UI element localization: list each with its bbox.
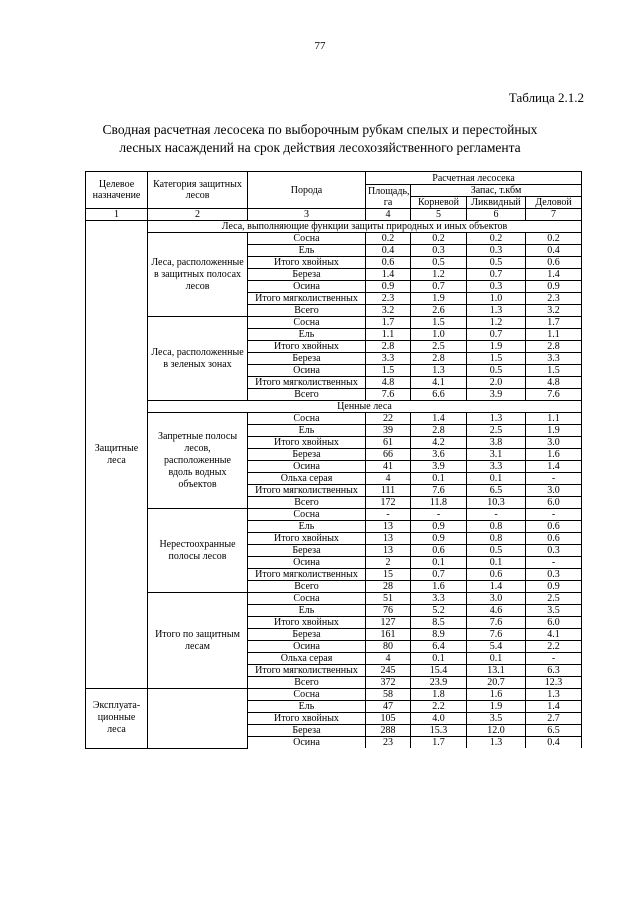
business-stock-cell: 2.2 [526,641,582,653]
liquid-stock-cell: 1.4 [467,581,526,593]
root-stock-cell: 1.0 [411,329,467,341]
area-cell: 1.7 [366,317,411,329]
area-cell: 22 [366,413,411,425]
root-stock-cell: 0.6 [411,545,467,557]
business-stock-cell: 1.4 [526,461,582,473]
species-cell: Ель [248,605,366,617]
liquid-stock-cell: 3.1 [467,449,526,461]
liquid-stock-cell: - [467,509,526,521]
section-functions-header: Леса, выполняющие функции защиты природных и иных объектов [148,221,582,233]
root-stock-cell: 0.3 [411,245,467,257]
liquid-stock-cell: 1.6 [467,689,526,701]
area-cell: 1.5 [366,365,411,377]
area-cell: 0.4 [366,245,411,257]
liquid-stock-cell: 1.3 [467,305,526,317]
liquid-stock-cell: 1.9 [467,341,526,353]
root-stock-cell: 0.7 [411,569,467,581]
species-cell: Всего [248,677,366,689]
species-cell: Итого хвойных [248,713,366,725]
root-stock-cell: 1.2 [411,269,467,281]
root-stock-cell: 15.4 [411,665,467,677]
business-stock-cell: 0.4 [526,737,582,749]
area-cell: 1.1 [366,329,411,341]
species-cell: Итого мягколиственных [248,485,366,497]
liquid-stock-cell: 2.5 [467,425,526,437]
area-cell: 4 [366,653,411,665]
column-number: 7 [526,209,582,221]
species-cell: Осина [248,641,366,653]
business-stock-cell: 2.3 [526,293,582,305]
business-stock-cell: - [526,473,582,485]
liquid-stock-cell: 1.9 [467,701,526,713]
species-cell: Сосна [248,413,366,425]
species-cell: Сосна [248,593,366,605]
liquid-stock-cell: 7.6 [467,617,526,629]
section-row [86,221,582,233]
business-stock-cell: - [526,653,582,665]
liquid-stock-cell: 6.5 [467,485,526,497]
column-number: 5 [411,209,467,221]
table-row [86,317,582,329]
business-stock-cell: 0.4 [526,245,582,257]
root-stock-cell: 3.6 [411,449,467,461]
business-stock-cell: 6.5 [526,725,582,737]
liquid-stock-cell: 3.9 [467,389,526,401]
business-stock-cell: 0.6 [526,521,582,533]
root-stock-cell: 15.3 [411,725,467,737]
species-cell: Ольха серая [248,653,366,665]
category-cell: Нерестоохранные полосы лесов [148,509,248,593]
species-cell: Итого мягколиственных [248,569,366,581]
liquid-stock-cell: 1.0 [467,293,526,305]
root-stock-cell: 3.3 [411,593,467,605]
species-cell: Ель [248,701,366,713]
table-row [86,689,582,701]
root-stock-cell: 5.2 [411,605,467,617]
liquid-stock-cell: 0.6 [467,569,526,581]
species-cell: Всего [248,581,366,593]
liquid-stock-cell: 1.2 [467,317,526,329]
business-stock-cell: 0.9 [526,281,582,293]
root-stock-cell: 1.5 [411,317,467,329]
liquid-stock-cell: 0.3 [467,281,526,293]
root-stock-cell: 2.8 [411,425,467,437]
species-cell: Итого хвойных [248,533,366,545]
column-number: 2 [148,209,248,221]
liquid-stock-cell: 0.1 [467,653,526,665]
liquid-stock-cell: 12.0 [467,725,526,737]
column-number: 4 [366,209,411,221]
business-stock-cell: 1.6 [526,449,582,461]
root-stock-cell: 2.5 [411,341,467,353]
area-cell: 2 [366,557,411,569]
liquid-stock-cell: 1.3 [467,413,526,425]
species-cell: Всего [248,389,366,401]
section-row [86,401,582,413]
category-cell: Итого по защитным лесам [148,593,248,689]
root-stock-cell: 7.6 [411,485,467,497]
business-stock-cell: 2.8 [526,341,582,353]
table-title [60,121,580,157]
species-cell: Итого хвойных [248,257,366,269]
business-stock-cell: 3.5 [526,605,582,617]
area-cell: 80 [366,641,411,653]
root-stock-cell: 0.5 [411,257,467,269]
category-cell [148,689,248,749]
area-cell: 2.8 [366,341,411,353]
liquid-stock-cell: 13.1 [467,665,526,677]
category-cell: Леса, расположенные в зеленых зонах [148,317,248,401]
species-cell: Осина [248,557,366,569]
root-stock-cell: 0.9 [411,521,467,533]
area-cell: 76 [366,605,411,617]
liquid-stock-cell: 0.5 [467,545,526,557]
species-cell: Ель [248,329,366,341]
area-cell: 47 [366,701,411,713]
business-stock-cell: 3.0 [526,485,582,497]
business-stock-cell: 3.0 [526,437,582,449]
area-cell: 161 [366,629,411,641]
table-row [86,413,582,425]
business-stock-cell: 3.2 [526,305,582,317]
liquid-stock-cell: 0.7 [467,269,526,281]
area-cell: 245 [366,665,411,677]
species-cell: Итого хвойных [248,617,366,629]
business-stock-cell: 0.6 [526,257,582,269]
liquid-stock-cell: 0.2 [467,233,526,245]
root-stock-cell: 2.8 [411,353,467,365]
area-cell: 2.3 [366,293,411,305]
area-cell: 15 [366,569,411,581]
area-cell: 51 [366,593,411,605]
area-cell: 3.2 [366,305,411,317]
liquid-stock-cell: 0.7 [467,329,526,341]
liquid-stock-cell: 2.0 [467,377,526,389]
area-cell: 13 [366,533,411,545]
header-root: Корневой [411,197,467,209]
business-stock-cell: 4.1 [526,629,582,641]
liquid-stock-cell: 20.7 [467,677,526,689]
liquid-stock-cell: 5.4 [467,641,526,653]
root-stock-cell: 2.6 [411,305,467,317]
business-stock-cell: 1.3 [526,689,582,701]
liquid-stock-cell: 3.8 [467,437,526,449]
header-area: Площадь, га [366,185,411,209]
area-cell: 3.3 [366,353,411,365]
species-cell: Итого мягколиственных [248,665,366,677]
area-cell: 61 [366,437,411,449]
business-stock-cell: 3.3 [526,353,582,365]
species-cell: Итого мягколиственных [248,293,366,305]
business-stock-cell: 0.3 [526,569,582,581]
area-cell: 1.4 [366,269,411,281]
area-cell: 23 [366,737,411,749]
root-stock-cell: - [411,509,467,521]
area-cell: 58 [366,689,411,701]
forest-cut-table [85,171,582,749]
business-stock-cell: 1.1 [526,413,582,425]
business-stock-cell: 0.3 [526,545,582,557]
business-stock-cell: 1.1 [526,329,582,341]
purpose-exploitation: Эксплуата-ционные леса [86,689,148,749]
column-number: 6 [467,209,526,221]
header-stock: Запас, т.кбм [411,185,582,197]
species-cell: Береза [248,545,366,557]
species-cell: Береза [248,629,366,641]
category-cell: Запретные полосы лесов, расположенные вдоль водных объектов [148,413,248,509]
area-cell: 13 [366,521,411,533]
root-stock-cell: 3.9 [411,461,467,473]
species-cell: Осина [248,281,366,293]
species-cell: Ель [248,425,366,437]
root-stock-cell: 0.1 [411,473,467,485]
liquid-stock-cell: 0.1 [467,473,526,485]
title-line-1: Сводная расчетная лесосека по выборочным рубкам спелых и перестойных [102,122,538,137]
species-cell: Всего [248,497,366,509]
column-number: 1 [86,209,148,221]
business-stock-cell: 0.9 [526,581,582,593]
root-stock-cell: 1.8 [411,689,467,701]
liquid-stock-cell: 0.1 [467,557,526,569]
business-stock-cell: 4.8 [526,377,582,389]
species-cell: Осина [248,737,366,749]
business-stock-cell: 2.7 [526,713,582,725]
business-stock-cell: 1.7 [526,317,582,329]
header-estimated: Расчетная лесосека [366,172,582,185]
section-valuable-header: Ценные леса [148,401,582,413]
area-cell: 28 [366,581,411,593]
table-row [86,593,582,605]
area-cell: 288 [366,725,411,737]
species-cell: Итого хвойных [248,341,366,353]
species-cell: Береза [248,725,366,737]
species-cell: Береза [248,449,366,461]
area-cell: 41 [366,461,411,473]
liquid-stock-cell: 0.5 [467,257,526,269]
table-row [86,233,582,245]
business-stock-cell: 1.5 [526,365,582,377]
business-stock-cell: 7.6 [526,389,582,401]
area-cell: 66 [366,449,411,461]
area-cell: - [366,509,411,521]
liquid-stock-cell: 7.6 [467,629,526,641]
species-cell: Осина [248,365,366,377]
root-stock-cell: 1.6 [411,581,467,593]
page-number: 77 [314,40,326,52]
root-stock-cell: 6.6 [411,389,467,401]
area-cell: 105 [366,713,411,725]
area-cell: 4 [366,473,411,485]
root-stock-cell: 6.4 [411,641,467,653]
header-species: Порода [248,172,366,209]
species-cell: Сосна [248,509,366,521]
species-cell: Итого хвойных [248,437,366,449]
liquid-stock-cell: 0.8 [467,533,526,545]
species-cell: Сосна [248,317,366,329]
species-cell: Сосна [248,689,366,701]
root-stock-cell: 4.2 [411,437,467,449]
root-stock-cell: 4.0 [411,713,467,725]
area-cell: 0.2 [366,233,411,245]
root-stock-cell: 0.2 [411,233,467,245]
root-stock-cell: 0.1 [411,653,467,665]
business-stock-cell: - [526,557,582,569]
purpose-protective: Защитные леса [86,221,148,689]
liquid-stock-cell: 0.5 [467,365,526,377]
liquid-stock-cell: 0.8 [467,521,526,533]
area-cell: 39 [366,425,411,437]
species-cell: Осина [248,461,366,473]
category-cell: Леса, расположенные в защитных полосах лесов [148,233,248,317]
area-cell: 172 [366,497,411,509]
root-stock-cell: 23.9 [411,677,467,689]
liquid-stock-cell: 3.5 [467,713,526,725]
species-cell: Ель [248,521,366,533]
root-stock-cell: 8.9 [411,629,467,641]
species-cell: Ель [248,245,366,257]
business-stock-cell: 1.9 [526,425,582,437]
root-stock-cell: 0.7 [411,281,467,293]
liquid-stock-cell: 0.3 [467,245,526,257]
root-stock-cell: 2.2 [411,701,467,713]
business-stock-cell: 6.0 [526,617,582,629]
area-cell: 7.6 [366,389,411,401]
header-business: Деловой [526,197,582,209]
liquid-stock-cell: 1.3 [467,737,526,749]
table-row [86,509,582,521]
liquid-stock-cell: 3.3 [467,461,526,473]
header-purpose: Целевое назначение [86,172,148,209]
root-stock-cell: 1.3 [411,365,467,377]
root-stock-cell: 1.4 [411,413,467,425]
column-number: 3 [248,209,366,221]
species-cell: Ольха серая [248,473,366,485]
area-cell: 372 [366,677,411,689]
liquid-stock-cell: 3.0 [467,593,526,605]
species-cell: Сосна [248,233,366,245]
area-cell: 127 [366,617,411,629]
business-stock-cell: 0.2 [526,233,582,245]
liquid-stock-cell: 1.5 [467,353,526,365]
business-stock-cell: 1.4 [526,701,582,713]
species-cell: Итого мягколиственных [248,377,366,389]
species-cell: Береза [248,269,366,281]
root-stock-cell: 11.8 [411,497,467,509]
root-stock-cell: 1.7 [411,737,467,749]
liquid-stock-cell: 10.3 [467,497,526,509]
area-cell: 111 [366,485,411,497]
business-stock-cell: - [526,509,582,521]
root-stock-cell: 4.1 [411,377,467,389]
business-stock-cell: 2.5 [526,593,582,605]
table-label: Таблица 2.1.2 [508,90,584,105]
business-stock-cell: 1.4 [526,269,582,281]
title-line-2: лесных насаждений на срок действия лесохозяйственного регламента [119,140,521,155]
header-liquid: Ликвидный [467,197,526,209]
root-stock-cell: 1.9 [411,293,467,305]
species-cell: Береза [248,353,366,365]
root-stock-cell: 0.1 [411,557,467,569]
business-stock-cell: 0.6 [526,533,582,545]
business-stock-cell: 6.0 [526,497,582,509]
business-stock-cell: 6.3 [526,665,582,677]
liquid-stock-cell: 4.6 [467,605,526,617]
area-cell: 0.6 [366,257,411,269]
area-cell: 0.9 [366,281,411,293]
species-cell: Всего [248,305,366,317]
area-cell: 13 [366,545,411,557]
root-stock-cell: 0.9 [411,533,467,545]
root-stock-cell: 8.5 [411,617,467,629]
header-category: Категория защитных лесов [148,172,248,209]
area-cell: 4.8 [366,377,411,389]
business-stock-cell: 12.3 [526,677,582,689]
